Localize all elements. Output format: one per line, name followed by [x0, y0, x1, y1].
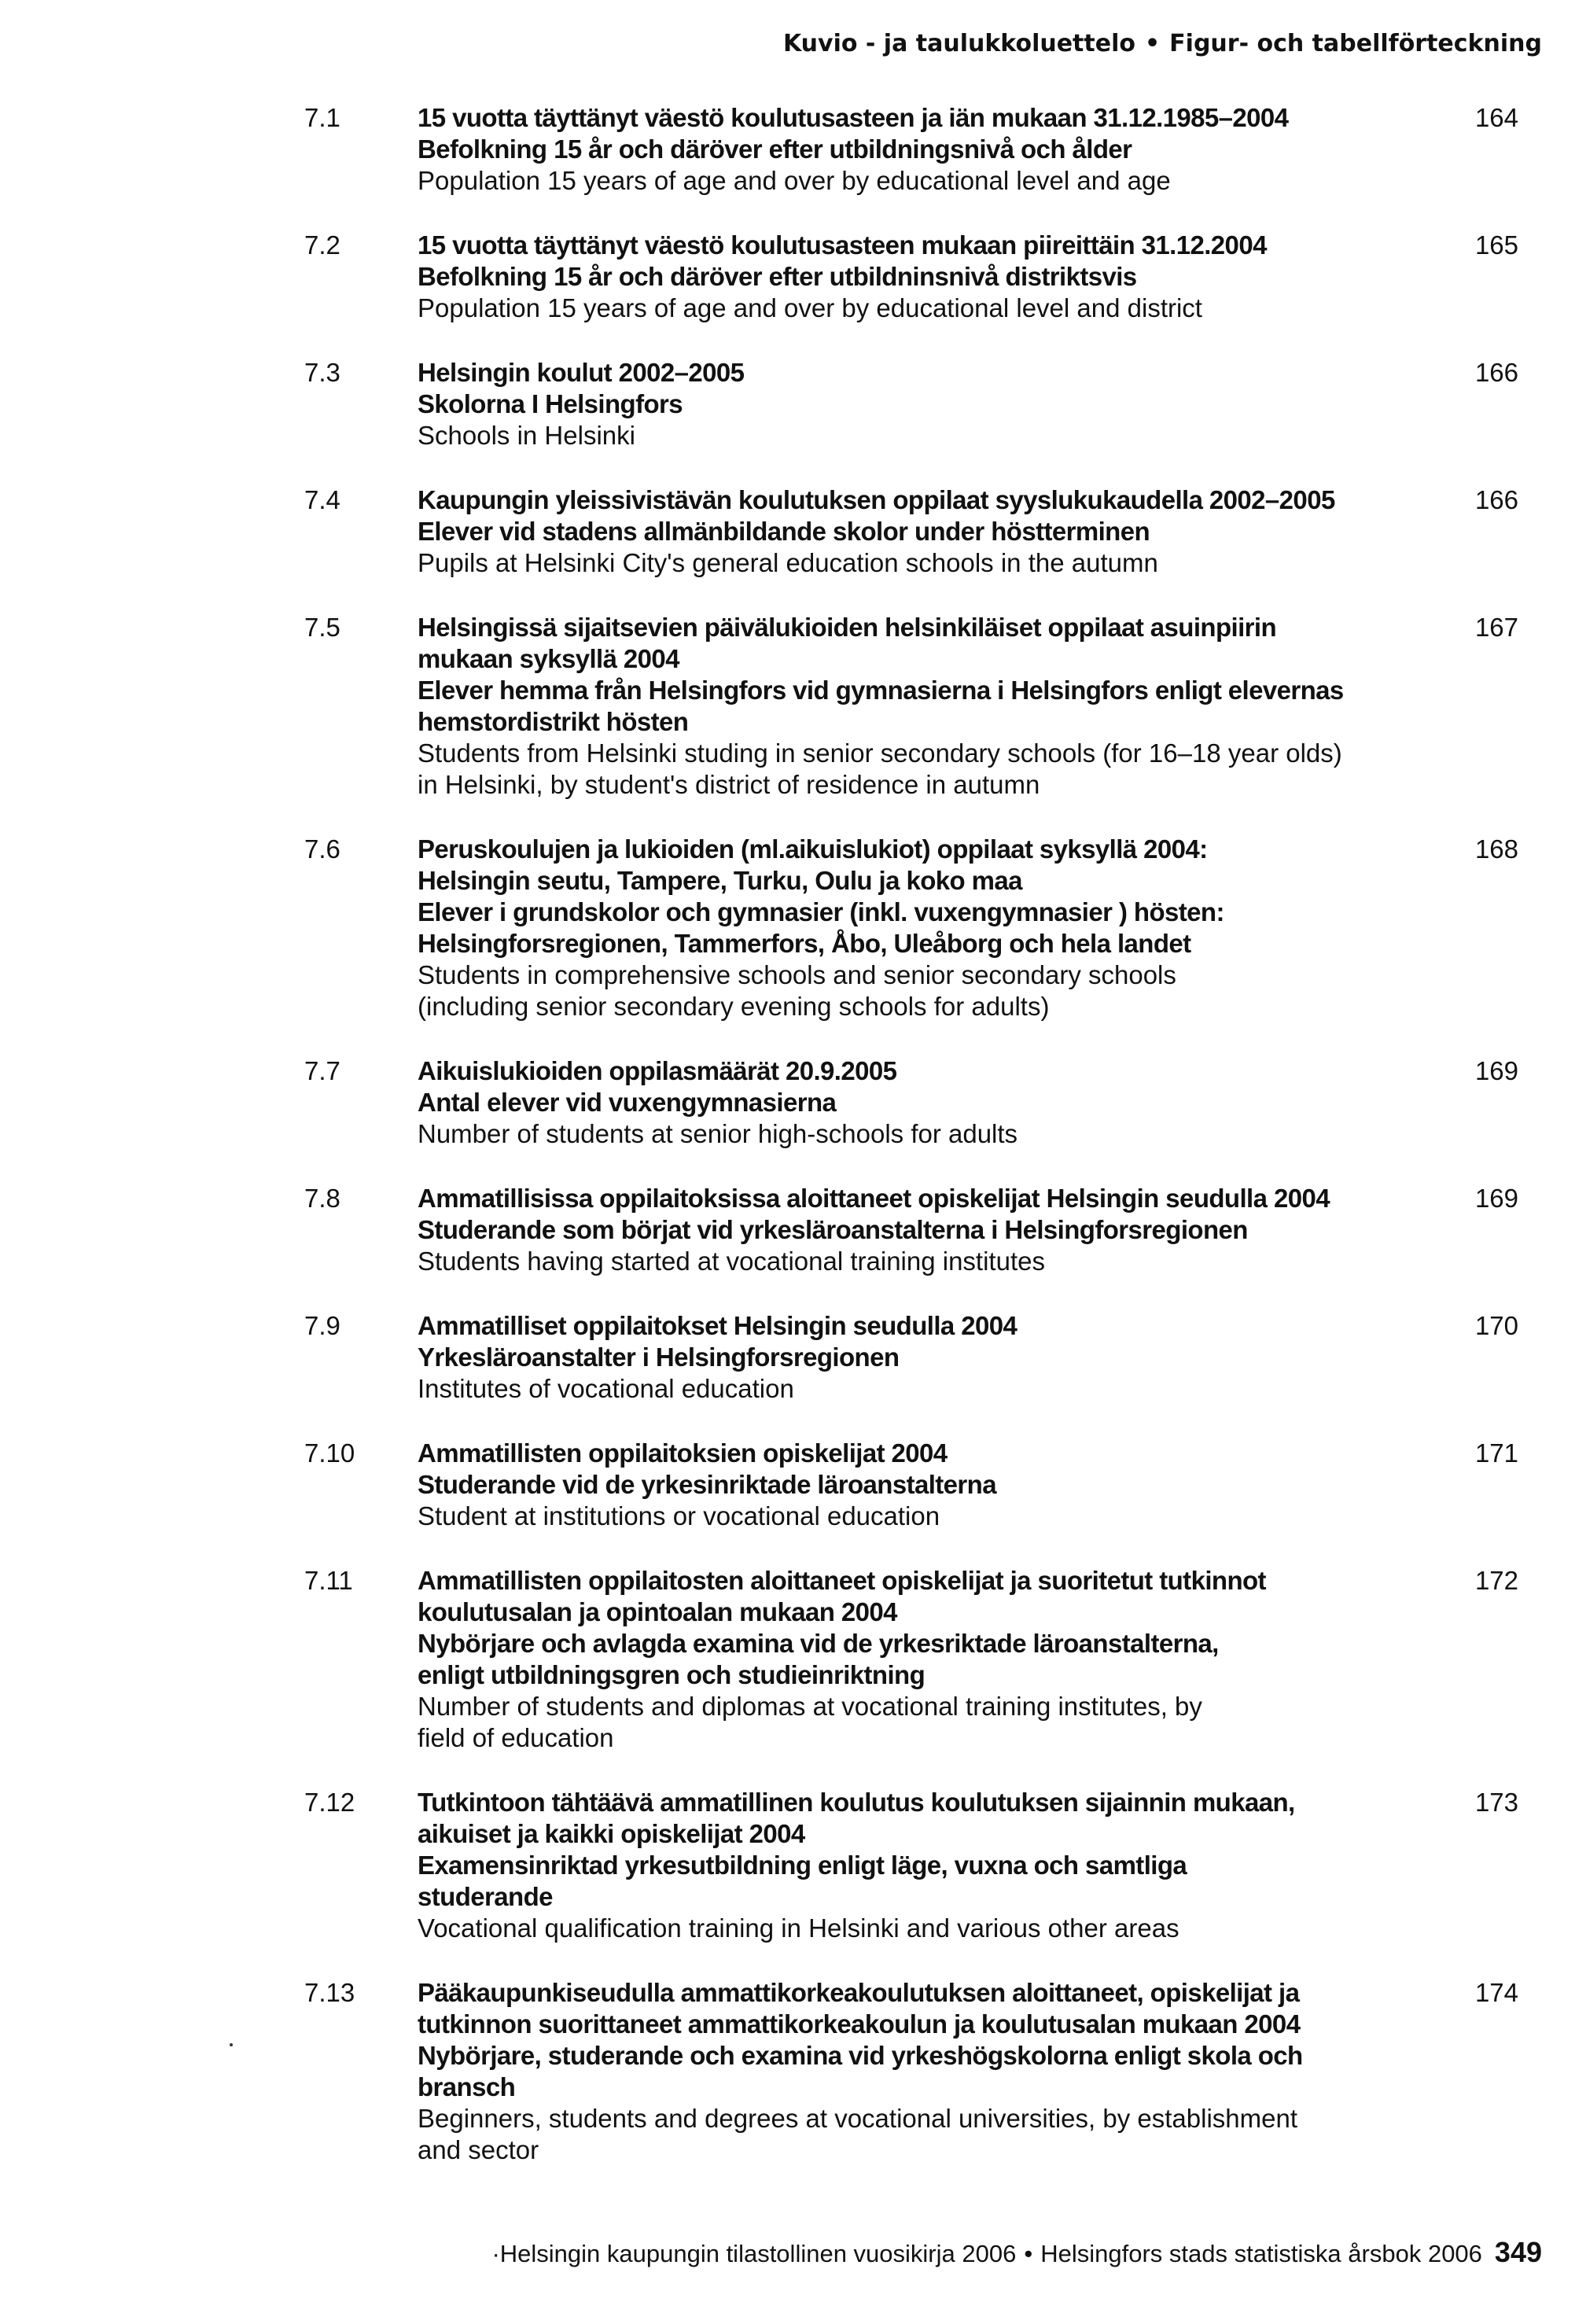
header-title-sv: Figur- och tabellförteckning: [1169, 30, 1542, 57]
list-item: [0, 1055, 1575, 1150]
entry-page-number: 166: [1474, 358, 1518, 387]
footer-publication-sv: Helsingfors stads statistiska årsbok 2006: [1040, 2240, 1482, 2267]
entry-titles: [418, 1787, 1416, 1944]
entry-title-sv: bransch: [418, 2072, 516, 2101]
entry-titles: [418, 1977, 1416, 2166]
entry-title-en: (including senior secondary evening schools for adults): [418, 992, 1050, 1021]
entry-title-en: Number of students and diplomas at vocational training institutes, by: [418, 1692, 1202, 1721]
entry-title-sv: Nybörjare, studerande och examina vid yrkeshögskolorna enligt skola och: [418, 2041, 1303, 2070]
entry-titles: [418, 1565, 1416, 1754]
entry-titles: [418, 102, 1416, 197]
entry-title-en: Vocational qualification training in Helsinki and various other areas: [418, 1913, 1179, 1943]
entry-title-sv: Studerande som börjat vid yrkesläroanstalterna i Helsingforsregionen: [418, 1215, 1248, 1244]
entry-title-sv: Befolkning 15 år och däröver efter utbildninsnivå distriktsvis: [418, 262, 1137, 291]
scan-speck: [230, 2043, 233, 2046]
entry-title-sv: Antal elever vid vuxengymnasierna: [418, 1088, 837, 1117]
entry-page-number: 168: [1474, 834, 1518, 864]
entry-title-en: Number of students at senior high-schools for adults: [418, 1119, 1018, 1148]
entry-titles: [418, 1438, 1416, 1532]
entry-title-fi: Pääkaupunkiseudulla ammattikorkeakoulutuksen aloittaneet, opiskelijat ja: [418, 1978, 1300, 2007]
entry-titles: [418, 1310, 1416, 1405]
entry-title-fi: Tutkintoon tähtäävä ammatillinen koulutus koulutuksen sijainnin mukaan,: [418, 1788, 1295, 1817]
entry-titles: [418, 1183, 1416, 1277]
list-item: [0, 357, 1575, 451]
entry-page-number: 169: [1474, 1056, 1518, 1085]
entry-title-fi: Kaupungin yleissivistävän koulutuksen oppilaat syyslukukaudella 2002–2005: [418, 485, 1335, 514]
list-item: [0, 102, 1575, 197]
entry-title-sv: hemstordistrikt hösten: [418, 707, 689, 736]
entry-title-en: Population 15 years of age and over by educational level and district: [418, 293, 1202, 322]
list-item: [0, 612, 1575, 801]
entry-title-fi: Ammatillisten oppilaitosten aloittaneet opiskelijat ja suoritetut tutkinnot: [418, 1566, 1266, 1595]
entry-number: 7.2: [304, 230, 340, 260]
entry-title-en: and sector: [418, 2135, 539, 2164]
entry-title-en: Beginners, students and degrees at vocational universities, by establishment: [418, 2104, 1297, 2133]
entry-number: 7.5: [304, 613, 340, 642]
entry-page-number: 173: [1474, 1788, 1518, 1817]
entry-title-fi: Aikuislukioiden oppilasmäärät 20.9.2005: [418, 1056, 897, 1085]
entry-number: 7.3: [304, 358, 340, 387]
entry-number: 7.10: [304, 1438, 355, 1468]
entry-title-sv: Helsingforsregionen, Tammerfors, Åbo, Uleåborg och hela landet: [418, 929, 1191, 958]
entry-number: 7.6: [304, 834, 340, 864]
entry-title-fi: 15 vuotta täyttänyt väestö koulutusasteen ja iän mukaan 31.12.1985–2004: [418, 103, 1289, 132]
entry-title-sv: Nybörjare och avlagda examina vid de yrkesriktade läroanstalterna,: [418, 1629, 1219, 1658]
entry-titles: [418, 484, 1416, 579]
entry-titles: [418, 357, 1416, 451]
list-item: [0, 1977, 1575, 2166]
entry-title-sv: Examensinriktad yrkesutbildning enligt läge, vuxna och samtliga: [418, 1851, 1187, 1880]
entry-title-fi: aikuiset ja kaikki opiskelijat 2004: [418, 1819, 805, 1848]
entry-titles: [418, 1055, 1416, 1150]
list-item: [0, 1183, 1575, 1277]
header-title-fi: Kuvio - ja taulukkoluettelo: [782, 30, 1135, 57]
entry-titles: [418, 834, 1416, 1022]
list-item: [0, 834, 1575, 1022]
list-item: [0, 484, 1575, 579]
entry-page-number: 166: [1474, 485, 1518, 514]
entry-title-sv: Elever i grundskolor och gymnasier (inkl. vuxengymnasier ) hösten:: [418, 897, 1224, 926]
entry-title-fi: Ammatilliset oppilaitokset Helsingin seudulla 2004: [418, 1311, 1017, 1340]
entry-page-number: 172: [1474, 1566, 1518, 1595]
list-item: [0, 230, 1575, 324]
footer-publication-fi: ·Helsingin kaupungin tilastollinen vuosikirja 2006: [491, 2240, 1017, 2267]
entry-number: 7.7: [304, 1056, 340, 1085]
entry-page-number: 167: [1474, 613, 1518, 642]
list-item: [0, 1787, 1575, 1944]
entry-number: 7.13: [304, 1978, 355, 2007]
footer-bullet: •: [1024, 2240, 1033, 2267]
entry-title-fi: Peruskoulujen ja lukioiden (ml.aikuislukiot) oppilaat syksyllä 2004:: [418, 834, 1208, 864]
running-header: [783, 30, 1542, 57]
entry-title-en: Student at institutions or vocational education: [418, 1501, 940, 1530]
entry-title-en: in Helsinki, by student's district of residence in autumn: [418, 770, 1040, 799]
entry-page-number: 170: [1474, 1311, 1518, 1340]
entry-number: 7.12: [304, 1788, 355, 1817]
list-item: [0, 1310, 1575, 1405]
entry-title-sv: Befolkning 15 år och däröver efter utbildningsnivå och ålder: [418, 134, 1132, 164]
page-footer: [491, 2236, 1542, 2269]
entry-number: 7.9: [304, 1311, 340, 1340]
entry-title-fi: Helsingin koulut 2002–2005: [418, 358, 745, 387]
entry-page-number: 169: [1474, 1184, 1518, 1213]
entry-title-fi: Helsingin seutu, Tampere, Turku, Oulu ja koko maa: [418, 866, 1022, 895]
entry-title-sv: studerande: [418, 1882, 553, 1911]
table-of-contents-list: [0, 102, 1575, 2199]
entry-title-en: Pupils at Helsinki City's general education schools in the autumn: [418, 548, 1158, 577]
entry-title-en: Students from Helsinki studing in senior secondary schools (for 16–18 year olds): [418, 738, 1342, 768]
entry-title-sv: Elever hemma från Helsingfors vid gymnasierna i Helsingfors enligt elevernas: [418, 676, 1344, 705]
entry-number: 7.1: [304, 103, 340, 132]
entry-page-number: 164: [1474, 103, 1518, 132]
entry-page-number: 174: [1474, 1978, 1518, 2007]
list-item: [0, 1438, 1575, 1532]
entry-title-sv: Skolorna I Helsingfors: [418, 389, 683, 418]
entry-title-fi: Ammatillisten oppilaitoksien opiskelijat 2004: [418, 1438, 948, 1468]
entry-title-fi: tutkinnon suorittaneet ammattikorkeakoulun ja koulutusalan mukaan 2004: [418, 2009, 1301, 2039]
entry-page-number: 165: [1474, 230, 1518, 260]
entry-number: 7.8: [304, 1184, 340, 1213]
entry-title-fi: mukaan syksyllä 2004: [418, 644, 679, 673]
entry-title-fi: 15 vuotta täyttänyt väestö koulutusasteen mukaan piireittäin 31.12.2004: [418, 230, 1267, 260]
header-separator: •: [1144, 30, 1161, 57]
footer-page-number: 349: [1494, 2236, 1542, 2268]
entry-title-en: Schools in Helsinki: [418, 421, 635, 450]
entry-title-en: Population 15 years of age and over by educational level and age: [418, 166, 1171, 195]
entry-title-en: Students in comprehensive schools and senior secondary schools: [418, 960, 1176, 989]
entry-number: 7.4: [304, 485, 340, 514]
entry-title-en: field of education: [418, 1723, 614, 1752]
list-item: [0, 1565, 1575, 1754]
entry-title-fi: koulutusalan ja opintoalan mukaan 2004: [418, 1597, 897, 1626]
entry-title-en: Institutes of vocational education: [418, 1374, 794, 1403]
entry-number: 7.11: [304, 1566, 353, 1595]
entry-titles: [418, 612, 1416, 801]
entry-title-en: Students having started at vocational training institutes: [418, 1247, 1045, 1276]
entry-titles: [418, 230, 1416, 324]
entry-title-sv: Studerande vid de yrkesinriktade läroanstalterna: [418, 1470, 996, 1499]
entry-title-fi: Ammatillisissa oppilaitoksissa aloittaneet opiskelijat Helsingin seudulla 2004: [418, 1184, 1330, 1213]
entry-title-sv: Yrkesläroanstalter i Helsingforsregionen: [418, 1342, 900, 1372]
entry-title-fi: Helsingissä sijaitsevien päivälukioiden helsinkiläiset oppilaat asuinpiirin: [418, 613, 1277, 642]
entry-title-sv: Elever vid stadens allmänbildande skolor under höstterminen: [418, 517, 1150, 546]
entry-page-number: 171: [1474, 1438, 1518, 1468]
entry-title-sv: enligt utbildningsgren och studieinriktning: [418, 1660, 925, 1689]
